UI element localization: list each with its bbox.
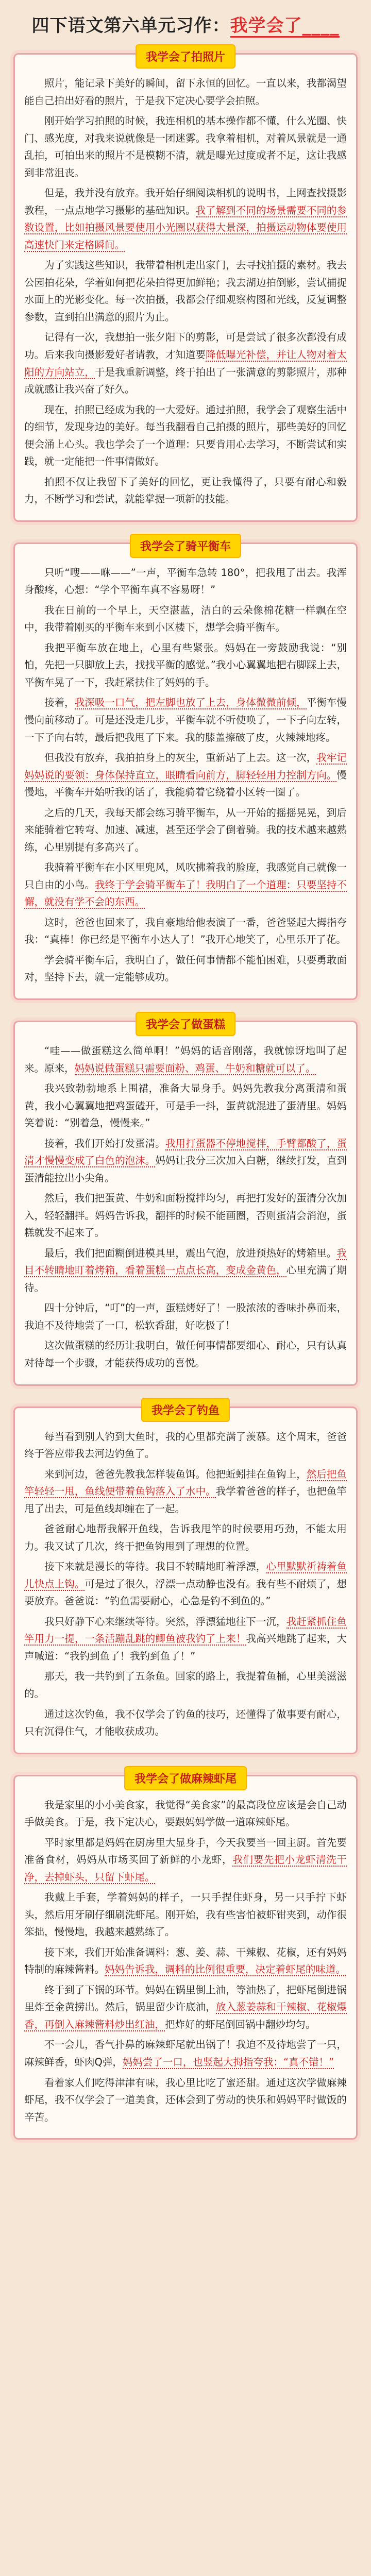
- essay-title: 我学会了骑平衡车: [130, 534, 241, 558]
- highlighted-sentence: 我深吸一口气，把左脚也放了上去，身体微微前倾，: [74, 697, 307, 709]
- essay-paragraph: [24, 112, 347, 181]
- essay-title: 我学会了钓鱼: [141, 1398, 230, 1422]
- essay-paragraph: [24, 1944, 347, 1978]
- highlighted-sentence: 妈妈告诉我，调料的比例很重要，决定着虾尾的味道。: [105, 1963, 346, 1976]
- essay-paragraph: [24, 804, 347, 856]
- essay-paragraph: [24, 401, 347, 470]
- essay-list: [0, 53, 371, 2140]
- essay-paragraph: [24, 859, 347, 911]
- paragraph-text: 我在日前的一个早上，天空湛蓝，洁白的云朵像棉花糖一样飘在空中，我带着刚买的平衡车来到小区楼下，想学会骑平衡车。: [24, 604, 347, 634]
- essay-paragraph: [24, 1520, 347, 1555]
- essay-paragraph: [24, 1428, 347, 1463]
- essay-paragraph: [24, 749, 347, 801]
- highlighted-sentence: 我赶紧抓住鱼竿用力一提，一条活蹦乱跳的鲫鱼被我钓了上来！: [24, 1615, 347, 1645]
- essay-paragraph: [24, 2036, 347, 2071]
- highlighted-sentence: 我牢记妈妈说的要领：身体保持直立，眼睛看向前方，脚轻轻用力控制方向。: [24, 752, 347, 781]
- paragraph-text: 来到河边，爸爸先教我怎样装鱼饵。他把蚯蚓挂在鱼钩上，: [44, 1468, 307, 1480]
- essay-paragraph: [24, 2074, 347, 2126]
- essay-paragraph: [24, 1797, 347, 1831]
- essay-card: [13, 1772, 358, 2140]
- essay-paragraph: [24, 1245, 347, 1297]
- essay-title: 我学会了拍照片: [136, 44, 235, 69]
- paragraph-text: 看着家人们吃得津津有味，我心里比吃了蜜还甜。通过这次学做麻辣虾尾，我不仅学会了一道美食，还体会到了劳动的快乐和妈妈平时做饭的辛苦。: [24, 2076, 347, 2123]
- essay-paragraph: [24, 1834, 347, 1886]
- essay-paragraph: [24, 914, 347, 948]
- paragraph-text: 心里充满了期待。: [24, 1264, 347, 1294]
- essay-paragraph: [24, 75, 347, 109]
- paragraph-text: 这时，爸爸也回来了，我自豪地给他表演了一番，爸爸竖起大拇指夸我：“真棒！你已经是平衡车小达人了！”我开心地笑了，心里乐开了花。: [24, 916, 347, 946]
- essay-title-wrap: [24, 1012, 347, 1036]
- paragraph-text: 最后，我们把面糊倒进模具里，震出气泡，放进预热好的烤箱里。: [44, 1247, 337, 1259]
- essay-paragraph: [24, 1558, 347, 1610]
- essay-card: [13, 540, 358, 1000]
- paragraph-text: 我骑着平衡车在小区里兜风，风吹拂着我的脸庞，我感觉自己就像一只自由的小鸟。: [24, 861, 347, 891]
- essay-paragraph: [24, 1613, 347, 1665]
- highlighted-sentence: 降低曝光补偿，并让人物对着太阳的方向站立，: [24, 348, 347, 378]
- paragraph-text: 照片，能记录下美好的瞬间，留下永恒的回忆。一直以来，我都渴望能自己拍出好看的照片，于是我下定决心要学会拍照。: [24, 77, 347, 107]
- paragraph-text: 可是过了很久，浮漂一点动静也没有。我有些不耐烦了，想要放弃。爸爸说：“钓鱼需要耐心，心急是钓不到鱼的。”: [24, 1578, 347, 1607]
- paragraph-text: 我高兴地跳了起来，大声喊道：“我钓到鱼了！我钓到鱼了！”: [24, 1633, 347, 1662]
- essay-paragraph: [24, 1190, 347, 1242]
- paragraph-text: 那天，我一共钓到了五条鱼。回家的路上，我提着鱼桶，心里美滋滋的。: [24, 1670, 347, 1700]
- essay-paragraph: [24, 1668, 347, 1702]
- paragraph-text: 接着，我们开始打发蛋清。: [44, 1137, 165, 1149]
- paragraph-text: 慢慢地，平衡车开始听我的话了，我能骑着它绕着小区转一圈了。: [24, 769, 347, 799]
- paragraph-text: 但我没有放弃，我拍拍身上的灰尘，重新站了上去。这一次，: [44, 752, 317, 764]
- paragraph-text: 只听“嗖——咻——”一声，平衡车急转 180°，把我甩了出去。我浑身酸疼，心想：“学个平衡车真不容易呀！”: [24, 566, 347, 596]
- paragraph-text: “哇——做蛋糕这么简单啊！”妈妈的话音刚落，我就惊讶地叫了起来。原来，: [24, 1044, 347, 1074]
- paragraph-text: 四十分钟后，“叮”的一声，蛋糕烤好了！一股浓浓的香味扑鼻而来，我迫不及待地尝了一口，松软香甜，好吃极了！: [24, 1302, 347, 1331]
- essay-paragraph: [24, 184, 347, 253]
- essay-title-wrap: [24, 1398, 347, 1422]
- highlighted-sentence: 放入葱姜蒜和干辣椒、花椒爆香，再倒入麻辣酱料炒出红油，: [24, 2001, 347, 2030]
- paragraph-text: 但是，我并没有放弃。我开始仔细阅读相机的说明书，上网查找摄影教程，一点点地学习摄影的基础知识。: [24, 187, 347, 216]
- essay-title: 我学会了做麻辣虾尾: [124, 1766, 247, 1790]
- essay-paragraph: [24, 1299, 347, 1334]
- highlighted-sentence: 妈妈尝了一口，也竖起大拇指夸我：“真不错！”: [122, 2056, 334, 2068]
- paragraph-text: 平时家里都是妈妈在厨房里大显身手，今天我要当一回主厨。首先要准备食材，妈妈从市场买回了新鲜的小龙虾，: [24, 1836, 347, 1866]
- paragraph-text: 之后的几天，我每天都会练习骑平衡车，从一开始的摇摇晃晃，到后来能骑着它转弯、加速、减速，甚至还学会了倒着骑。我的技术越来越熟练，心里别提有多高兴了。: [24, 806, 347, 853]
- essay-paragraph: [24, 602, 347, 636]
- paragraph-text: 接着，: [44, 697, 75, 709]
- essay-title-wrap: [24, 534, 347, 558]
- essay-paragraph: [24, 1889, 347, 1941]
- paragraph-text: 妈妈让我分三次加入白糖，继续打发，直到蛋清能拉出小尖角。: [24, 1155, 347, 1184]
- essay-paragraph: [24, 1706, 347, 1740]
- page-title-accent: 我学会了____: [230, 15, 340, 38]
- paragraph-text: 拍照不仅让我留下了美好的回忆，更让我懂得了，只要有耐心和毅力，不断学习和尝试，就能掌握一项新的技能。: [24, 476, 347, 505]
- highlighted-sentence: 我们要先把小龙虾清洗干净，去掉虾头，只留下虾尾。: [24, 1854, 347, 1883]
- paragraph-text: 平衡车慢慢向前移动了。可是还没走几步，平衡车就不听使唤了，一下子向左转，一下子向右转，最后把我甩了下来。我的膝盖擦破了皮，火辣辣地疼。: [24, 697, 347, 743]
- essay-paragraph: [24, 564, 347, 599]
- highlighted-sentence: 我了解到不同的场景需要不同的参数设置，比如拍摄风景要使用小光圈以获得大景深，拍摄运动物体要使用高速快门来定格瞬间。: [24, 204, 347, 251]
- paragraph-text: 我只好静下心来继续等待。突然，浮漂猛地往下一沉，: [44, 1615, 286, 1628]
- paragraph-text: 我兴致勃勃地系上围裙，准备大显身手。妈妈先教我分离蛋清和蛋黄，我小心翼翼地把鸡蛋磕开，可是手一抖，蛋黄就混进了蛋清里。妈妈笑着说：“别着急，慢慢来。”: [24, 1082, 347, 1129]
- highlighted-sentence: 我用打蛋器不停地搅拌，手臂都酸了，蛋清才慢慢变成了白色的泡沫。: [24, 1137, 347, 1167]
- paragraph-text: 接下来就是漫长的等待。我目不转睛地盯着浮漂，: [44, 1561, 266, 1573]
- paragraph-text: 我戴上手套，学着妈妈的样子，一只手捏住虾身，另一只手拧下虾头，然后用牙刷仔细刷洗虾尾。刚开始，我有些害怕被虾钳夹到，动作很笨拙，慢慢地，我越来越熟练了。: [24, 1891, 347, 1938]
- paragraph-text: 不一会儿，香气扑鼻的麻辣虾尾就出锅了！我迫不及待地尝了一只，麻辣鲜香，虾肉Q弹，: [24, 2039, 347, 2068]
- footer-space: [0, 2160, 371, 2171]
- essay-paragraph: [24, 473, 347, 508]
- essay-paragraph: [24, 1466, 347, 1518]
- essay-paragraph: [24, 952, 347, 986]
- paragraph-text: 接下来，我们开始准备调料：葱、姜、蒜、干辣椒、花椒，还有妈妈特制的麻辣酱料。: [24, 1946, 347, 1976]
- paragraph-text: 于是我重新调整，终于拍出了一张满意的剪影照片，那种成就感让我兴奋了好久。: [24, 366, 347, 396]
- highlighted-sentence: 我目不转睛地盯着烤箱，看着蛋糕一点点长高，变成金黄色，: [24, 1247, 347, 1277]
- paragraph-text: 我学着爸爸的样子，也把鱼竿甩了出去，可是鱼线却缠在了一起。: [24, 1485, 347, 1515]
- essay-card: [13, 53, 358, 522]
- paragraph-text: 为了实践这些知识，我带着相机走出家门，去寻找拍摄的素材。我去公园拍花朵，学着如何把花朵拍得更加鲜艳；我去湖边拍倒影，尝试捕捉水面上的光影变化。每一次拍摄，我都会仔细观察构图和光线，反复调整参数，直到拍出满意的照片为止。: [24, 259, 347, 323]
- paragraph-text: 现在，拍照已经成为我的一大爱好。通过拍照，我学会了观察生活中的细节，发现身边的美好。每当我翻看自己拍摄的照片，那些美好的回忆便会涌上心头。我也学会了一个道理：只要肯用心去学习，不断尝试和实践，就一定能把一件事情做好。: [24, 403, 347, 468]
- paragraph-text: 通过这次钓鱼，我不仅学会了钓鱼的技巧，还懂得了做事要有耐心，只有沉得住气，才能收获成功。: [24, 1708, 347, 1738]
- essay-paragraph: [24, 1135, 347, 1187]
- essay-title: 我学会了做蛋糕: [136, 1012, 235, 1036]
- essay-paragraph: [24, 257, 347, 326]
- paragraph-text: 爸爸耐心地帮我解开鱼线，告诉我甩竿的时候要用巧劲，不能太用力。我又试了几次，终于把鱼钩甩到了理想的位置。: [24, 1523, 347, 1552]
- page-title-prefix: 四下语文第六单元习作：: [31, 15, 230, 36]
- paragraph-text: 我把平衡车放在地上，心里有些紧张。妈妈在一旁鼓励我说：“别怕，先把一只脚放上去，找找平衡的感觉。”我小心翼翼地把右脚踩上去，平衡车晃了一下，我赶紧扶住了妈妈的手。: [24, 641, 347, 688]
- essay-paragraph: [24, 329, 347, 398]
- highlighted-sentence: 心里默默祈祷着鱼儿快点上钩。: [24, 1561, 347, 1590]
- paragraph-text: 刚开始学习拍照的时候，我连相机的基本操作都不懂，什么光圈、快门、感光度，对我来说就像是一团迷雾。我拿着相机，对着风景就是一通乱拍，可拍出来的照片不是模糊不清，就是曝光过度或者不足，这让我感到非常沮丧。: [24, 115, 347, 179]
- essay-paragraph: [24, 1080, 347, 1132]
- paragraph-text: 记得有一次，我想拍一张夕阳下的剪影，可是尝试了很多次都没有成功。后来我向摄影爱好者请教，才知道要: [24, 331, 347, 361]
- paragraph-text: 每当看到别人钓到大鱼时，我的心里都充满了羡慕。这个周末，爸爸终于答应带我去河边钓鱼了。: [24, 1430, 347, 1460]
- essay-paragraph: [24, 1042, 347, 1077]
- essay-paragraph: [24, 694, 347, 746]
- essay-paragraph: [24, 1981, 347, 2033]
- paragraph-text: 把炸好的虾尾倒回锅中翻炒均匀。: [165, 2018, 316, 2030]
- paragraph-text: 这次做蛋糕的经历让我明白，做任何事情都要细心、耐心，只有认真对待每一个步骤，才能获得成功的喜悦。: [24, 1340, 347, 1369]
- highlighted-sentence: 然后把鱼竿轻轻一甩，鱼线便带着鱼钩落入了水中。: [24, 1468, 347, 1498]
- highlighted-sentence: 我终于学会骑平衡车了！我明白了一个道理：只要坚持不懈，就没有学不会的东西。: [24, 878, 347, 908]
- page-title: [0, 0, 371, 45]
- paragraph-text: 学会骑平衡车后，我明白了，做任何事情都不能怕困难，只要勇敢面对，坚持下去，就一定能够成功。: [24, 954, 347, 984]
- paragraph-text: 终于到了下锅的环节。妈妈在锅里倒上油，等油热了，把虾尾倒进锅里炸至金黄捞出。然后，锅里留少许底油，: [24, 1984, 347, 2013]
- essay-paragraph: [24, 1337, 347, 1371]
- essay-paragraph: [24, 639, 347, 691]
- essay-card: [13, 1406, 358, 1754]
- highlighted-sentence: 妈妈说做蛋糕只需要面粉、鸡蛋、牛奶和糖就可以了。: [74, 1062, 316, 1074]
- essay-title-wrap: [24, 44, 347, 69]
- paragraph-text: 我是家里的小小美食家，我觉得“美食家”的最高段位应该是会自己动手做美食。于是，我下定决心，要跟妈妈学做一道麻辣虾尾。: [24, 1799, 347, 1828]
- paragraph-text: 然后，我们把蛋黄、牛奶和面粉搅拌均匀，再把打发好的蛋清分次加入，轻轻翻拌。妈妈告诉我，翻拌的时候不能画圈，否则蛋清会消泡，蛋糕就发不起来了。: [24, 1192, 347, 1239]
- essay-title-wrap: [24, 1766, 347, 1790]
- essay-card: [13, 1018, 358, 1386]
